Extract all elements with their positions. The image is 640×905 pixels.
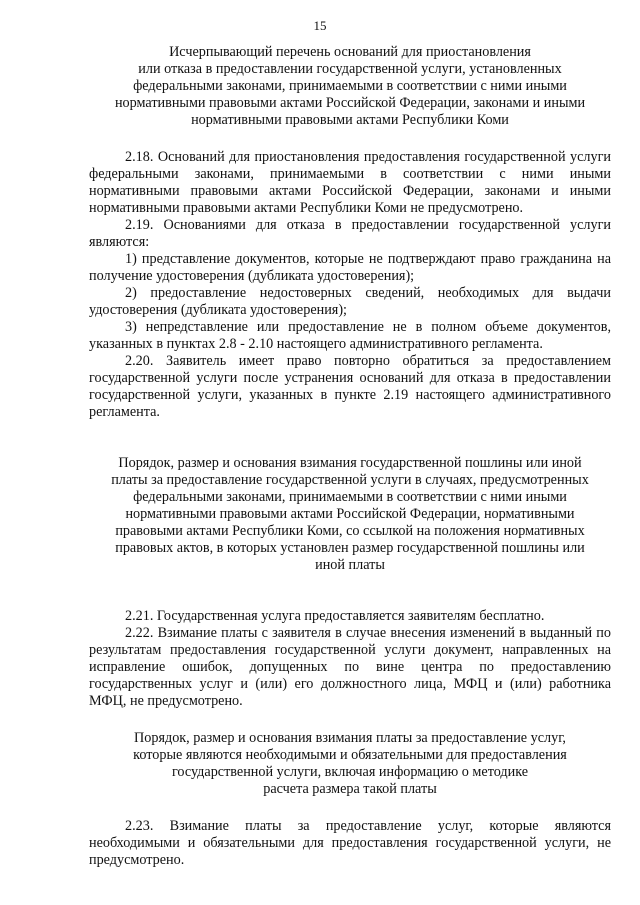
section-heading-state-fee [89,455,611,574]
heading-line: государственной услуги, включая информацию о методике [171,764,529,780]
paragraph-2-18: 2.18. Оснований для приостановления предоставления государственной услуги федеральными законами, принимаемыми в соответствии с ними иными нормативными правовыми актами Российской Федерации, законами и иными нормативными правовыми актами Республики Коми не предусмотрено. [89,149,611,216]
list-item-2: 2) предоставление недостоверных сведений, необходимых для выдачи удостоверения (дубликата удостоверения); [89,285,611,318]
heading-line: федеральными законами, принимаемыми в соответствии с ними иными [133,489,567,505]
page-number: 15 [313,18,327,33]
paragraph-2-22: 2.22. Взимание платы с заявителя в случае внесения изменений в выданный по результатам предоставления государственной услуги документ, направленных на исправление ошибок, допущенных по вине центра по предоставлению государственных услуг и (или) его должностного лица, МФЦ и (или) работника МФЦ, не предусмотрено. [89,625,611,709]
paragraph-2-23: 2.23. Взимание платы за предоставление услуг, которые являются необходимыми и обязательными для предоставления государственной услуги, не предусмотрено. [89,818,611,868]
heading-line: Исчерпывающий перечень оснований для приостановления [169,44,531,60]
heading-line: нормативными правовыми актами Российской Федерации, законами и иными [114,95,586,111]
paragraph-2-20: 2.20. Заявитель имеет право повторно обратиться за предоставлением государственной услуги после устранения оснований для отказа в предоставлении государственной услуги, указанных в пункте 2.19 настоящего административного регламента. [89,353,611,420]
section-heading-services-fee [89,730,611,798]
heading-line: правовых актов, в которых установлен размер государственной пошлины или [115,540,585,556]
list-item-3: 3) непредставление или предоставление не в полном объеме документов, указанных в пунктах 2.8 - 2.10 настоящего административного регламента. [89,319,611,352]
paragraph-2-21: 2.21. Государственная услуга предоставляется заявителям бесплатно. [125,608,545,624]
heading-line: правовыми актами Республики Коми, со ссылкой на положения нормативных [115,523,585,539]
section-heading-refusal-grounds [89,44,611,129]
heading-line: Порядок, размер и основания взимания платы за предоставление услуг, [134,730,566,746]
heading-line: нормативными правовыми актами Республики Коми [191,112,509,128]
list-item-1: 1) представление документов, которые не подтверждают право гражданина на получение удостоверения (дубликата удостоверения); [89,251,611,284]
heading-line: иной платы [315,557,385,573]
document-body [89,44,611,869]
heading-line: или отказа в предоставлении государственной услуги, установленных [138,61,562,77]
paragraph-2-19: 2.19. Основаниями для отказа в предоставлении государственной услуги являются: [89,217,611,250]
heading-line: Порядок, размер и основания взимания государственной пошлины или иной [118,455,582,471]
heading-line: нормативными правовыми актами Российской Федерации, нормативными [125,506,575,522]
heading-line: платы за предоставление государственной услуги в случаях, предусмотренных [111,472,589,488]
heading-line: расчета размера такой платы [263,781,437,797]
heading-line: федеральными законами, принимаемыми в соответствии с ними иными [133,78,567,94]
heading-line: которые являются необходимыми и обязательными для предоставления [133,747,567,763]
